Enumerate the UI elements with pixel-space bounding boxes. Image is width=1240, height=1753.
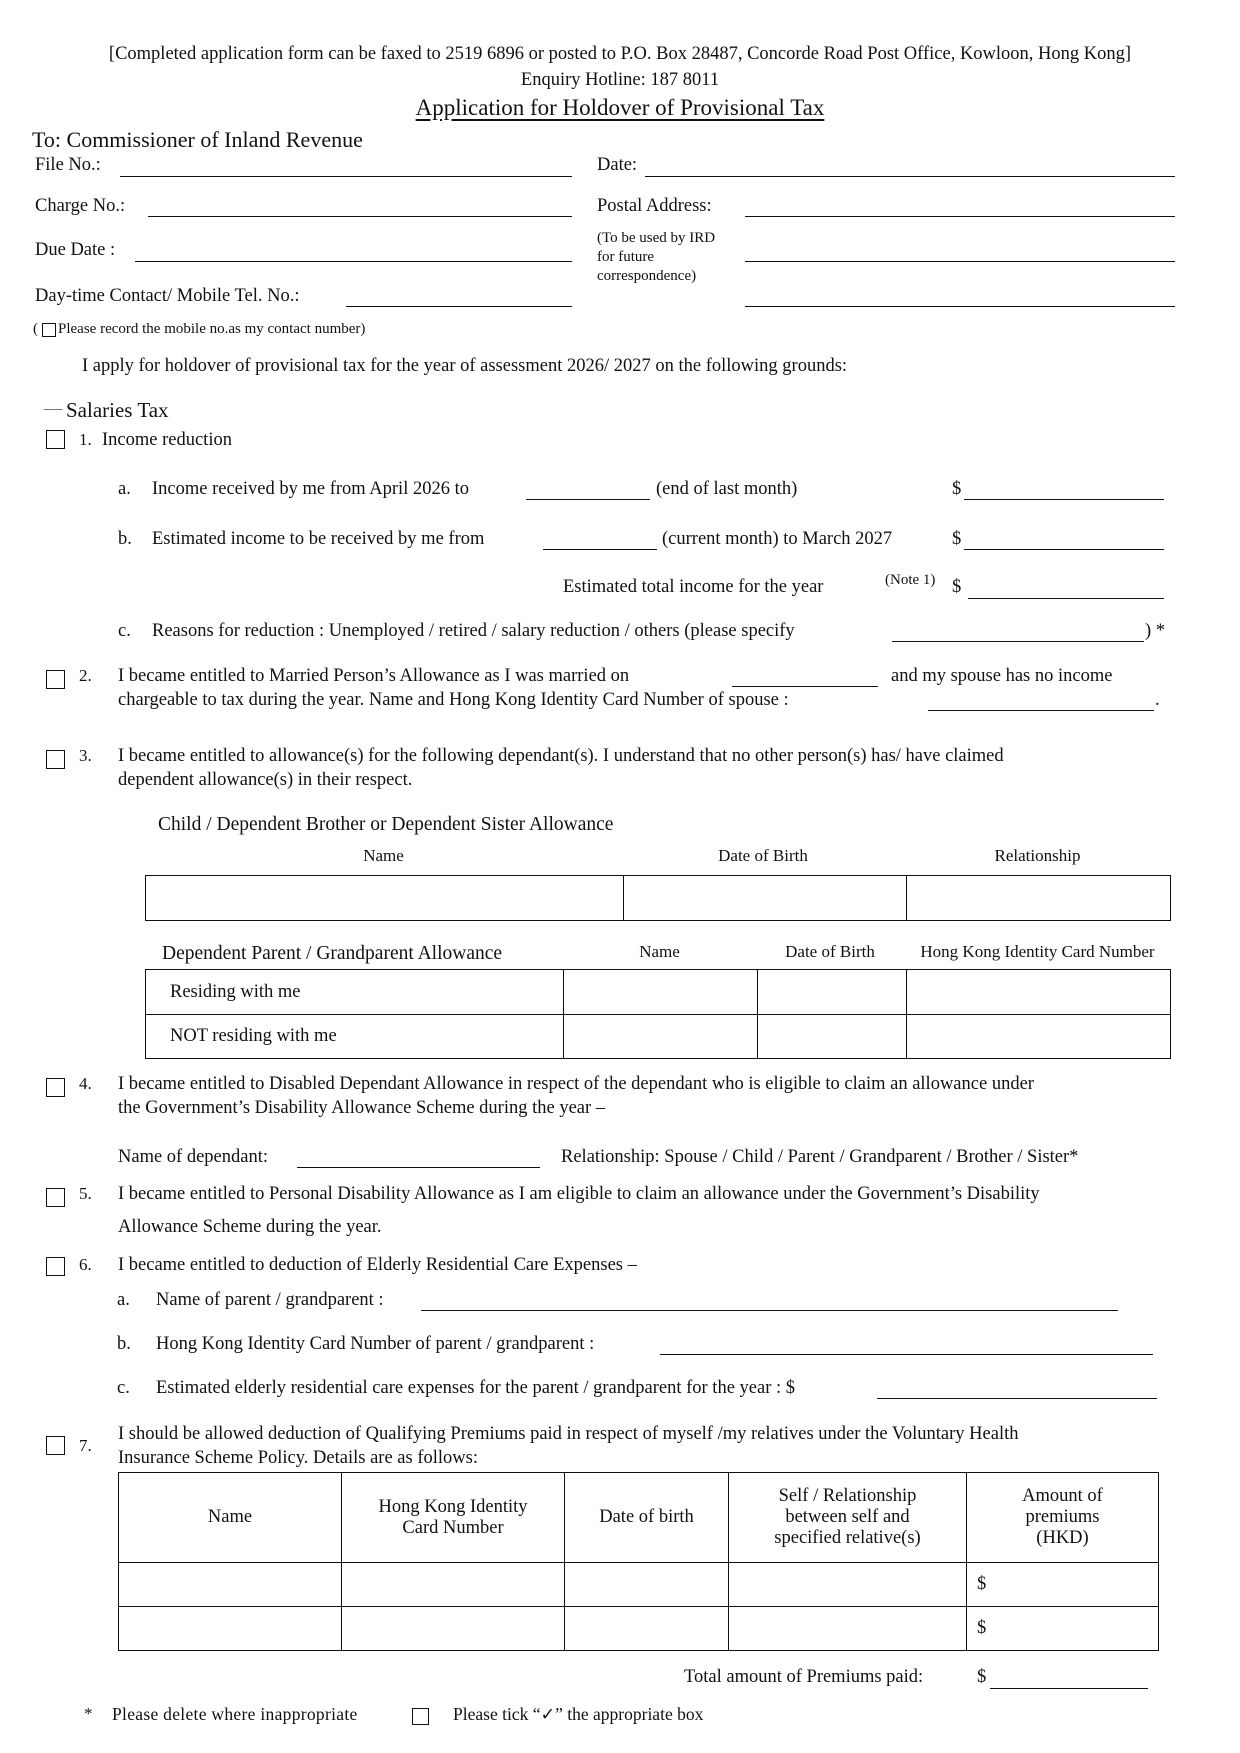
addressee: To: Commissioner of Inland Revenue <box>32 127 363 152</box>
child-name-cell[interactable] <box>146 876 624 921</box>
item1b-tail: (current month) to March 2027 <box>662 529 893 549</box>
postal-address-field-3[interactable] <box>745 306 1175 307</box>
premiums-col-amount-text-1: Amount of <box>1022 1486 1103 1506</box>
premiums-table <box>118 1472 1159 1651</box>
item5-number: 5. <box>79 1184 92 1203</box>
premiums-row1-dob[interactable] <box>565 1563 729 1607</box>
parent-residing-hkid-cell[interactable] <box>907 970 1171 1015</box>
postal-address-field-2[interactable] <box>745 261 1175 262</box>
intro-text: I apply for holdover of provisional tax for the year of assessment 2026/ 2027 on the following grounds: <box>82 356 848 376</box>
item3-line2: dependent allowance(s) in their respect. <box>118 770 413 790</box>
item6a-text: Name of parent / grandparent : <box>156 1290 384 1310</box>
item6b-field[interactable] <box>660 1354 1153 1355</box>
item2-marriage-date-field[interactable] <box>732 686 878 687</box>
footer-sample-checkbox <box>412 1708 429 1725</box>
mobile-checkbox[interactable] <box>42 323 56 337</box>
item1-checkbox[interactable] <box>46 430 65 449</box>
parent-row-not-residing-label: NOT residing with me <box>170 1026 337 1046</box>
contact-label: Day-time Contact/ Mobile Tel. No.: <box>35 286 300 306</box>
premiums-row2-dob[interactable] <box>565 1607 729 1651</box>
item4-line2: the Government’s Disability Allowance Scheme during the year – <box>118 1098 606 1118</box>
parent-residing-name-cell[interactable] <box>564 970 758 1015</box>
item2-checkbox[interactable] <box>46 670 65 689</box>
premiums-total-field[interactable] <box>990 1688 1148 1689</box>
item6-checkbox[interactable] <box>46 1257 65 1276</box>
due-date-label: Due Date : <box>35 240 116 260</box>
salaries-dash: — <box>44 399 63 419</box>
premiums-col-name <box>119 1473 342 1563</box>
file-no-label: File No.: <box>35 155 101 175</box>
premiums-col-rel-text-3: specified relative(s) <box>774 1528 921 1548</box>
parent-allowance-table <box>145 969 1171 1059</box>
date-label: Date: <box>597 155 638 175</box>
premiums-col-amount-text-3: (HKD) <box>1036 1528 1089 1548</box>
parent-allowance-heading: Dependent Parent / Grandparent Allowance <box>162 943 503 964</box>
item6c-letter: c. <box>117 1378 130 1398</box>
item1a-text: Income received by me from April 2026 to <box>152 479 469 499</box>
parent-row-residing-label: Residing with me <box>170 981 301 1002</box>
salaries-heading: Salaries Tax <box>66 398 169 422</box>
due-date-field[interactable] <box>135 261 572 262</box>
premiums-col-rel-text-1: Self / Relationship <box>778 1486 917 1506</box>
premiums-col-hkid-text-2: Card Number <box>402 1517 504 1538</box>
premiums-row2-amount[interactable] <box>967 1607 1159 1651</box>
premiums-row1-name[interactable] <box>119 1563 342 1607</box>
item1a-letter: a. <box>118 479 131 499</box>
item1b-letter: b. <box>118 529 132 549</box>
premiums-row2-hkid[interactable] <box>342 1607 565 1651</box>
item3-checkbox[interactable] <box>46 750 65 769</box>
footer-delete-note: Please delete where inappropriate <box>112 1704 358 1724</box>
enquiry-hotline: Enquiry Hotline: 187 8011 <box>520 70 720 90</box>
premiums-total-dollar: $ <box>977 1667 987 1687</box>
item2-spouse-field[interactable] <box>928 710 1154 711</box>
header-notice: [Completed application form can be faxed to 2519 6896 or posted to P.O. Box 28487, Concorde Road Post Office, Kowloon, Hong Kong] <box>108 44 1132 64</box>
item7-checkbox[interactable] <box>46 1436 65 1455</box>
item4-name-field[interactable] <box>297 1167 540 1168</box>
premiums-row2-dollar: $ <box>977 1618 987 1638</box>
item1-total-dollar: $ <box>952 577 962 597</box>
footer-asterisk: * <box>84 1704 93 1723</box>
parent-not-residing-name-cell[interactable] <box>564 1015 758 1059</box>
parent-col-hkid: Hong Kong Identity Card Number <box>920 942 1155 961</box>
item1b-month-field[interactable] <box>543 549 657 550</box>
postal-address-field-1[interactable] <box>745 216 1175 217</box>
item1b-amount-field[interactable] <box>964 549 1164 550</box>
item2-line2: chargeable to tax during the year. Name and Hong Kong Identity Card Number of spouse : <box>118 690 789 710</box>
item7-number: 7. <box>79 1436 92 1455</box>
item2-line1b: and my spouse has no income <box>891 666 1113 686</box>
item1c-letter: c. <box>118 621 131 641</box>
item1c-text: Reasons for reduction : Unemployed / retired / salary reduction / others (please specify <box>152 621 795 641</box>
child-col-relationship: Relationship <box>994 846 1081 865</box>
parent-residing-dob-cell[interactable] <box>758 970 907 1015</box>
date-field[interactable] <box>645 176 1175 177</box>
item6a-field[interactable] <box>421 1310 1118 1311</box>
item1-total-field[interactable] <box>968 598 1164 599</box>
item6c-field[interactable] <box>877 1398 1157 1399</box>
item7-line2: Insurance Scheme Policy. Details are as follows: <box>118 1448 478 1468</box>
premiums-total-label: Total amount of Premiums paid: <box>684 1667 924 1687</box>
item2-line1a: I became entitled to Married Person’s Allowance as I was married on <box>118 666 630 686</box>
child-col-name: Name <box>363 846 404 865</box>
item1c-reason-field[interactable] <box>892 641 1144 642</box>
item1c-tail: ) * <box>1145 621 1166 641</box>
premiums-col-name-text: Name <box>207 1507 253 1527</box>
premiums-row2-name[interactable] <box>119 1607 342 1651</box>
child-col-dob: Date of Birth <box>718 846 808 865</box>
premiums-col-dob-text: Date of birth <box>599 1507 694 1527</box>
item1-label: Income reduction <box>102 430 232 450</box>
item6b-text: Hong Kong Identity Card Number of parent / grandparent : <box>156 1334 595 1354</box>
item1-total-label: Estimated total income for the year <box>563 577 824 597</box>
item6b-letter: b. <box>117 1334 131 1354</box>
premiums-row1-hkid[interactable] <box>342 1563 565 1607</box>
item1a-tail: (end of last month) <box>656 479 798 499</box>
mobile-paren: ( <box>33 321 38 337</box>
form-title: Application for Holdover of Provisional Tax <box>415 95 825 120</box>
item4-relationship: Relationship: Spouse / Child / Parent / Grandparent / Brother / Sister* <box>561 1147 1079 1167</box>
item5-line1: I became entitled to Personal Disability Allowance as I am eligible to claim an allowance under the Government’s Disability <box>118 1184 1040 1204</box>
item3-line1: I became entitled to allowance(s) for the following dependant(s). I understand that no other person(s) has/ have claimed <box>118 746 1004 766</box>
item1b-dollar: $ <box>952 529 962 549</box>
premiums-col-amount <box>967 1473 1159 1563</box>
item1a-month-field[interactable] <box>526 499 650 500</box>
premiums-row1-relationship[interactable] <box>729 1563 967 1607</box>
item1-note-ref: (Note 1) <box>885 572 936 588</box>
parent-not-residing-dob-cell[interactable] <box>758 1015 907 1059</box>
ird-note-3: correspondence) <box>597 268 697 284</box>
child-allowance-heading: Child / Dependent Brother or Dependent Sister Allowance <box>158 814 614 835</box>
premiums-col-relationship <box>729 1473 967 1563</box>
footer-tick-note: Please tick “✓” the appropriate box <box>453 1704 704 1724</box>
child-relationship-cell[interactable] <box>907 876 1171 921</box>
item3-number: 3. <box>79 746 92 765</box>
item7-line1: I should be allowed deduction of Qualifying Premiums paid in respect of myself /my relatives under the Voluntary Health <box>118 1424 1019 1444</box>
parent-col-dob: Date of Birth <box>785 942 875 961</box>
item6c-text: Estimated elderly residential care expenses for the parent / grandparent for the year : $ <box>156 1378 795 1398</box>
item6-number: 6. <box>79 1255 92 1274</box>
premiums-col-rel-text-2: between self and <box>785 1507 910 1527</box>
item4-line1: I became entitled to Disabled Dependant Allowance in respect of the dependant who is eligible to claim an allowance under <box>118 1074 1034 1094</box>
file-no-field[interactable] <box>120 176 572 177</box>
premiums-col-dob <box>565 1473 729 1563</box>
contact-field[interactable] <box>346 306 572 307</box>
item6-line1: I became entitled to deduction of Elderly Residential Care Expenses – <box>118 1255 637 1275</box>
item1b-text: Estimated income to be received by me from <box>152 529 485 549</box>
item4-number: 4. <box>79 1074 92 1093</box>
parent-not-residing-hkid-cell[interactable] <box>907 1015 1171 1059</box>
item4-checkbox[interactable] <box>46 1078 65 1097</box>
charge-no-label: Charge No.: <box>35 196 126 216</box>
item2-number: 2. <box>79 666 92 685</box>
ird-note-2: for future <box>597 249 655 265</box>
item2-period: . <box>1155 690 1160 710</box>
child-dob-cell[interactable] <box>624 876 907 921</box>
item5-checkbox[interactable] <box>46 1188 65 1207</box>
premiums-col-hkid <box>342 1473 565 1563</box>
premiums-row1-amount[interactable] <box>967 1563 1159 1607</box>
child-allowance-table <box>145 875 1171 921</box>
mobile-note: Please record the mobile no.as my contact number) <box>58 321 366 337</box>
ird-note-1: (To be used by IRD <box>597 230 716 246</box>
premiums-col-hkid-text-1: Hong Kong Identity <box>378 1496 528 1517</box>
item1a-dollar: $ <box>952 479 962 499</box>
parent-col-name: Name <box>639 942 680 961</box>
parent-row-not-residing <box>146 1015 564 1059</box>
item1a-amount-field[interactable] <box>964 499 1164 500</box>
postal-address-label: Postal Address: <box>597 196 712 216</box>
premiums-row2-relationship[interactable] <box>729 1607 967 1651</box>
charge-no-field[interactable] <box>148 216 572 217</box>
item6a-letter: a. <box>117 1290 130 1310</box>
parent-row-residing <box>146 970 564 1015</box>
premiums-row1-dollar: $ <box>977 1574 987 1594</box>
premiums-col-amount-text-2: premiums <box>1025 1507 1100 1527</box>
item5-line2: Allowance Scheme during the year. <box>118 1217 382 1237</box>
item4-name-label: Name of dependant: <box>118 1147 268 1167</box>
item1-number: 1. <box>79 430 92 449</box>
